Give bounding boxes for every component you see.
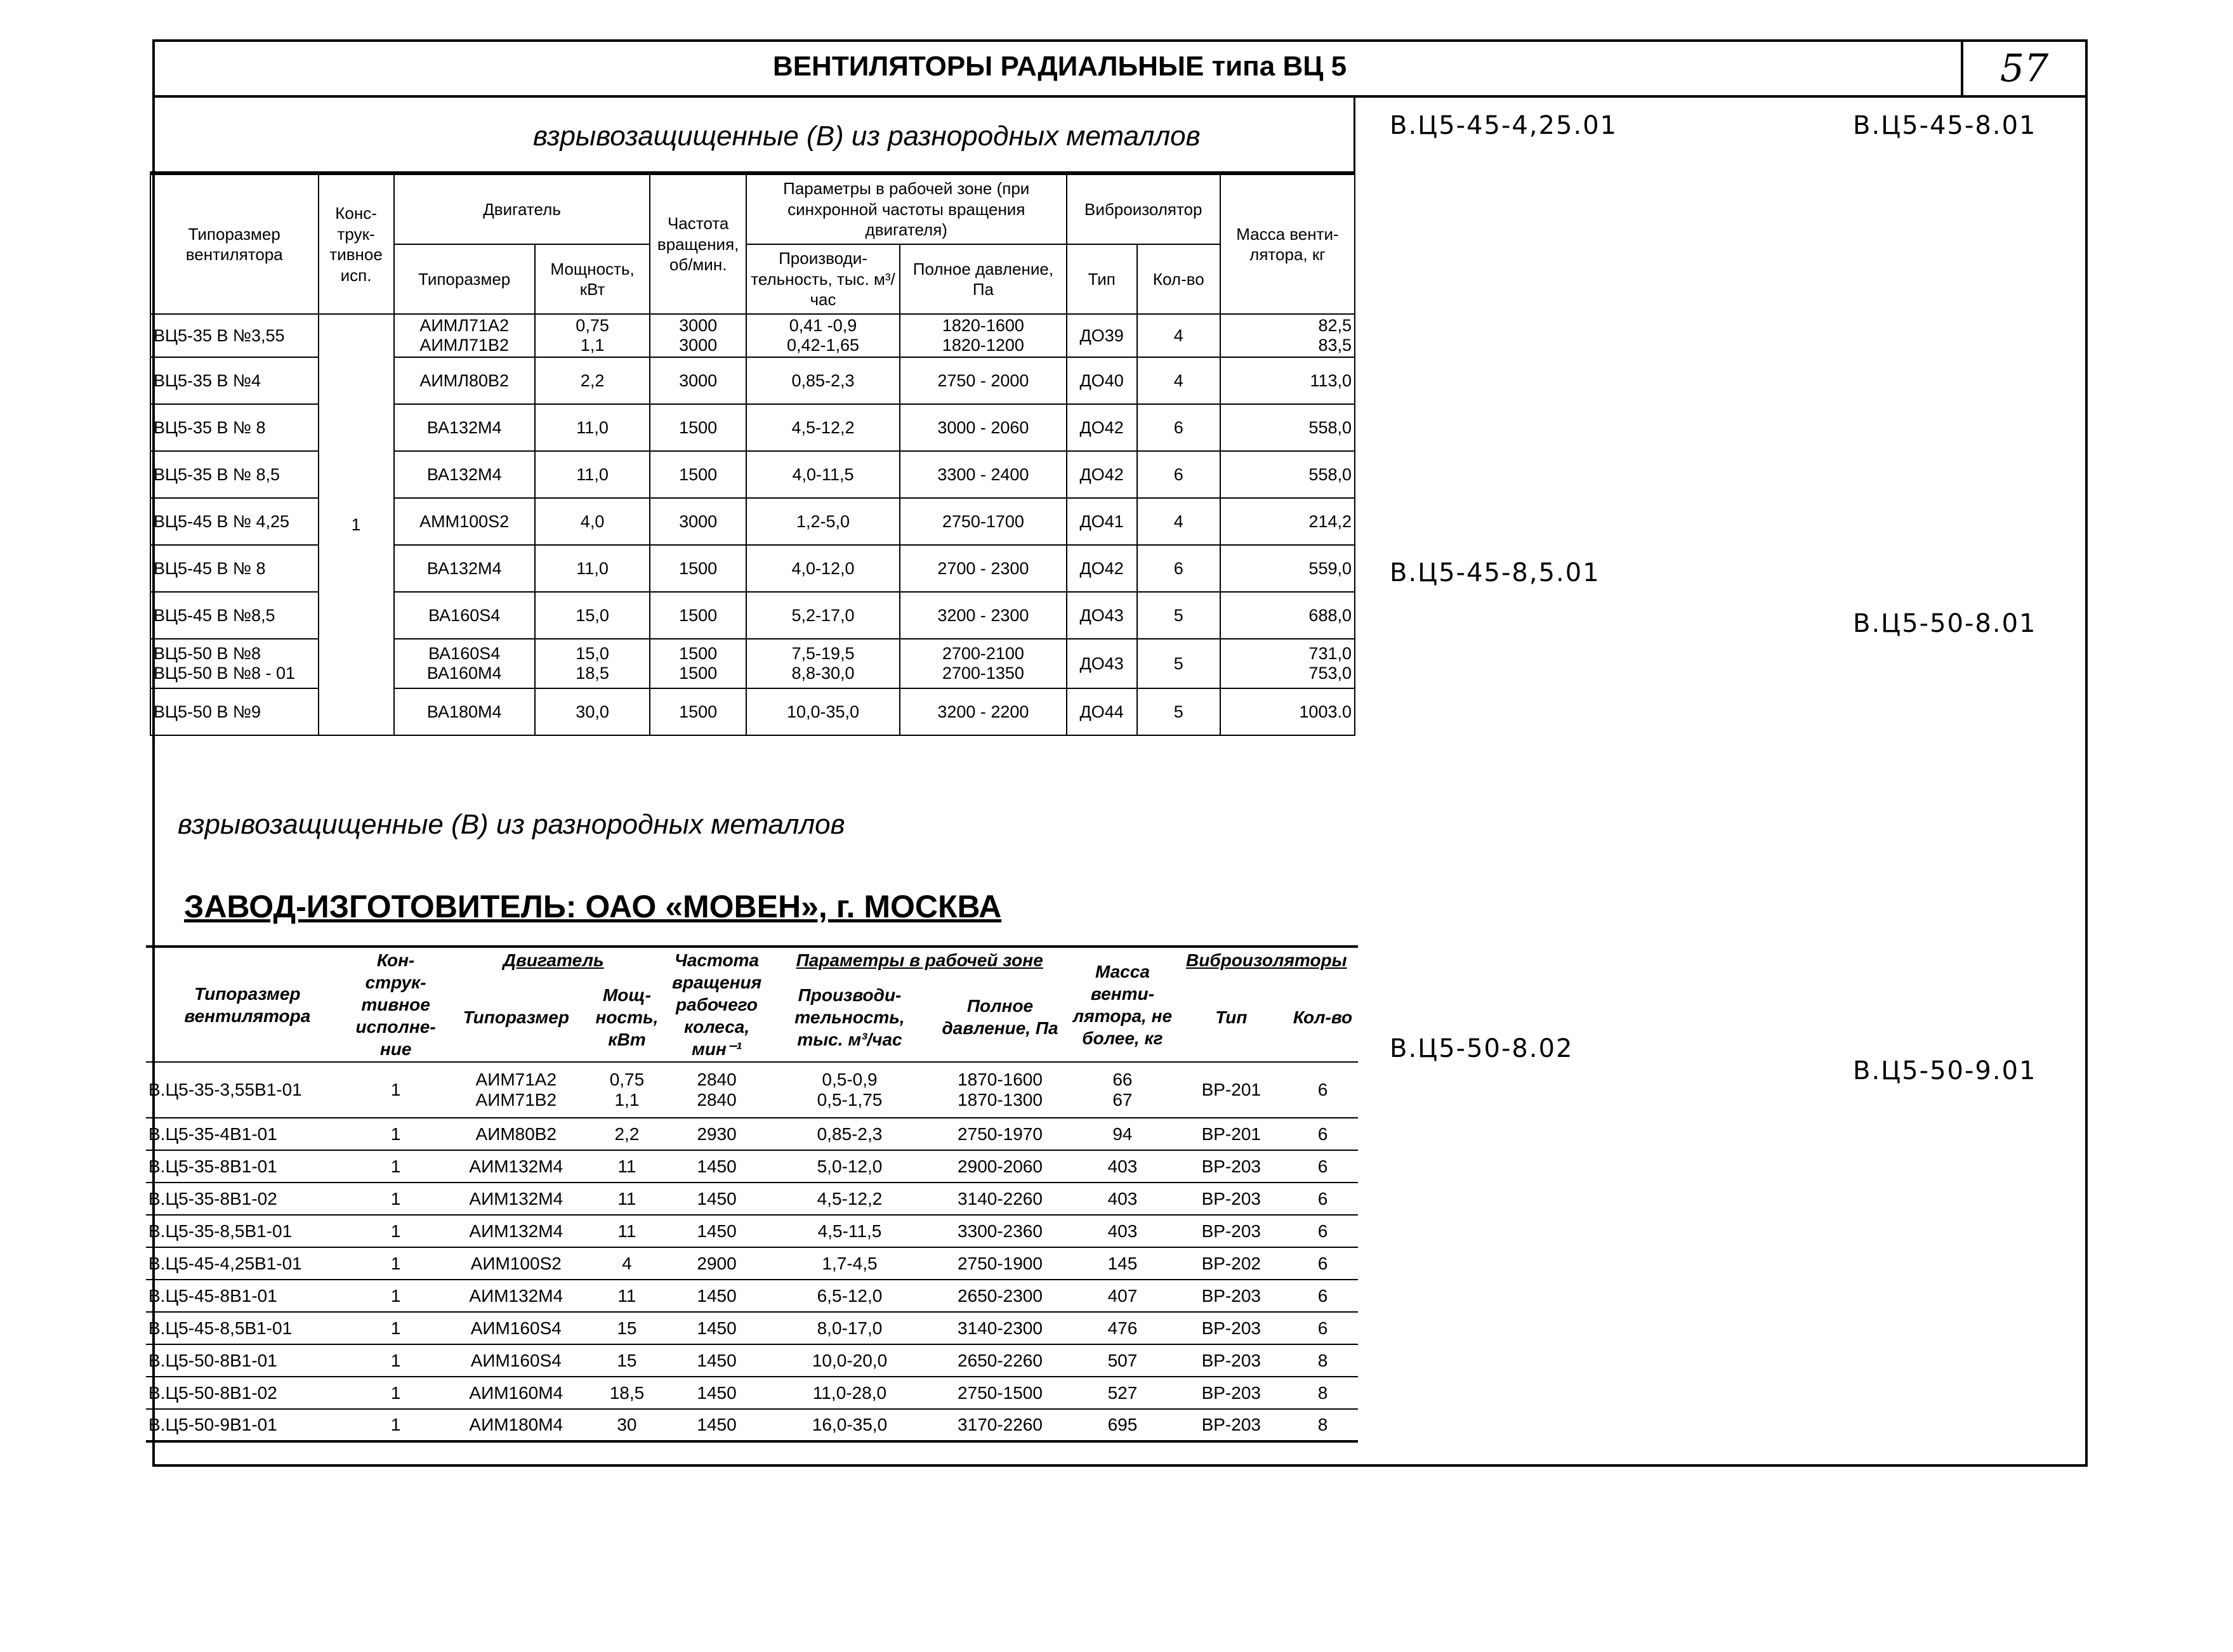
cell-capacity: 6,5-12,0 [769,1280,930,1312]
t1-h-rpm: Частота вращения, об/мин. [650,174,746,314]
cell-motor: АММ100S2 [394,498,535,545]
cell-qty: 6 [1288,1118,1358,1150]
cell-motor: ВА160S4 [394,592,535,639]
cell-c: 1 [349,1312,443,1344]
cell-mass: 214,2 [1220,498,1355,545]
cell-power: 11,0 [535,545,650,592]
chart-title: В.Ц5-50-8.01 [1853,609,2037,638]
cell-c: 1 [349,1183,443,1215]
cell-qty: 6 [1137,451,1220,498]
cell-motor: АИМ100S2 [443,1247,590,1280]
t2-h-iso-type: Тип [1215,1007,1248,1027]
cell-qty: 5 [1137,592,1220,639]
t2-h-motor: Двигатель [503,950,604,970]
table2-subtitle: взрывозащищенные (В) из разнородных металлов [178,809,845,840]
cell-power: 30,0 [535,688,650,735]
cell-capacity: 4,5-11,5 [769,1215,930,1247]
cell-capacity: 4,5-12,2 [746,404,900,451]
cell-iso: ВР-201 [1175,1062,1288,1118]
t1-h-iso-qty: Кол-во [1137,244,1220,314]
cell-pressure: 1820-1600 1820-1200 [900,314,1066,357]
cell-capacity: 0,85-2,3 [746,357,900,404]
cell-motor: АИМ80В2 [443,1118,590,1150]
cell-capacity: 5,0-12,0 [769,1150,930,1183]
cell-qty: 4 [1137,498,1220,545]
table-row [146,1150,1358,1183]
cell-power: 4,0 [535,498,650,545]
cell-iso: ВР-203 [1175,1344,1288,1377]
cell-power: 18,5 [590,1377,664,1409]
cell-size: ВЦ5-50 В №8 ВЦ5-50 В №8 - 01 [150,639,319,688]
table-row [146,1183,1358,1215]
cell-motor: АИМ132М4 [443,1280,590,1312]
cell-iso: ДО42 [1067,451,1137,498]
cell-size: ВЦ5-35 В № 8 [150,404,319,451]
t2-h-isolator: Виброизоляторы [1186,950,1347,970]
cell-c: 1 [349,1247,443,1280]
cell-size: В.Ц5-50-8В1-01 [146,1344,349,1377]
cell-rpm: 1500 [650,592,746,639]
cell-motor: АИМ160S4 [443,1344,590,1377]
cell-pressure: 2650-2260 [930,1344,1070,1377]
cell-capacity: 4,5-12,2 [769,1183,930,1215]
cell-mass: 527 [1070,1377,1175,1409]
cell-rpm: 1450 [664,1409,769,1441]
table-row [146,1118,1358,1150]
cell-iso: ДО44 [1067,688,1137,735]
cell-motor: АИМ132М4 [443,1150,590,1183]
table1-subtitle: взрывозащищенные (В) из разнородных металлов [533,121,1201,152]
table-row [146,1280,1358,1312]
table-row [146,1062,1358,1118]
cell-power: 15 [590,1312,664,1344]
cell-qty: 6 [1288,1312,1358,1344]
table-row [150,314,1355,357]
cell-pressure: 2750-1500 [930,1377,1070,1409]
t1-h-construction: Конс- трук- тивное исп. [319,174,394,314]
cell-c: 1 [349,1280,443,1312]
cell-c: 1 [349,1377,443,1409]
cell-c: 1 [349,1150,443,1183]
table-row [146,1312,1358,1344]
cell-pressure: 2750-1700 [900,498,1066,545]
page-title: ВЕНТИЛЯТОРЫ РАДИАЛЬНЫЕ типа ВЦ 5 [772,51,1347,82]
cell-power: 15,0 [535,592,650,639]
cell-qty: 5 [1137,639,1220,688]
cell-size: В.Ц5-45-8,5В1-01 [146,1312,349,1344]
cell-size: ВЦ5-45 В № 8 [150,545,319,592]
cell-c: 1 [349,1118,443,1150]
cell-pressure: 3170-2260 [930,1409,1070,1441]
cell-power: 15 [590,1344,664,1377]
cell-size: В.Ц5-50-9В1-01 [146,1409,349,1441]
cell-mass: 403 [1070,1150,1175,1183]
cell-rpm: 3000 3000 [650,314,746,357]
cell-power: 30 [590,1409,664,1441]
t1-h-power: Мощность, кВт [535,244,650,314]
cell-power: 11 [590,1150,664,1183]
cell-pressure: 2700 - 2300 [900,545,1066,592]
cell-iso: ДО43 [1067,639,1137,688]
cell-iso: ВР-202 [1175,1247,1288,1280]
t1-h-params: Параметры в рабочей зоне (при синхронной частоты вращения двигателя) [746,174,1067,244]
chart-title: В.Ц5-50-8.02 [1390,1034,1574,1063]
cell-rpm: 1450 [664,1183,769,1215]
cell-qty: 6 [1288,1280,1358,1312]
cell-capacity: 0,5-0,9 0,5-1,75 [769,1062,930,1118]
cell-iso: ДО41 [1067,498,1137,545]
cell-capacity: 10,0-20,0 [769,1344,930,1377]
cell-power: 0,75 1,1 [535,314,650,357]
cell-mass: 407 [1070,1280,1175,1312]
cell-capacity: 7,5-19,5 8,8-30,0 [746,639,900,688]
cell-pressure: 2750-1900 [930,1247,1070,1280]
cell-rpm: 1500 [650,688,746,735]
cell-c: 1 [349,1344,443,1377]
cell-power: 11 [590,1280,664,1312]
manufacturer: ЗАВОД-ИЗГОТОВИТЕЛЬ: ОАО «МОВЕН», г. МОСКВА [184,889,1002,924]
chart-title: В.Ц5-45-8,5.01 [1390,558,1600,587]
t2-h-motor-type: Типоразмер [463,1007,569,1027]
cell-size: В.Ц5-50-8В1-02 [146,1377,349,1409]
cell-mass: 403 [1070,1183,1175,1215]
cell-mass: 66 67 [1070,1062,1175,1118]
cell-qty: 4 [1137,314,1220,357]
cell-capacity: 1,2-5,0 [746,498,900,545]
cell-qty: 5 [1137,688,1220,735]
cell-mass: 145 [1070,1247,1175,1280]
cell-qty: 6 [1288,1150,1358,1183]
chart-title: В.Ц5-50-9.01 [1853,1056,2037,1085]
cell-qty: 6 [1288,1183,1358,1215]
cell-power: 0,75 1,1 [590,1062,664,1118]
cell-capacity: 4,0-11,5 [746,451,900,498]
cell-size: В.Ц5-35-8В1-02 [146,1183,349,1215]
table-row [146,1409,1358,1441]
cell-mass: 82,5 83,5 [1220,314,1355,357]
cell-qty: 4 [1137,357,1220,404]
cell-iso: ВР-203 [1175,1183,1288,1215]
cell-qty: 8 [1288,1377,1358,1409]
cell-mass: 731,0 753,0 [1220,639,1355,688]
cell-mass: 559,0 [1220,545,1355,592]
cell-pressure: 3000 - 2060 [900,404,1066,451]
cell-size: В.Ц5-35-8В1-01 [146,1150,349,1183]
cell-motor: АИМ132М4 [443,1215,590,1247]
t2-h-params: Параметры в рабочей зоне [796,950,1043,970]
cell-motor: АИМ132М4 [443,1183,590,1215]
t2-h-construction: Кон- струк- тивное исполне- ние [355,950,436,1059]
cell-rpm: 3000 [650,357,746,404]
cell-mass: 403 [1070,1215,1175,1247]
cell-mass: 113,0 [1220,357,1355,404]
cell-rpm: 1450 [664,1344,769,1377]
cell-pressure: 2750-1970 [930,1118,1070,1150]
cell-rpm: 1450 [664,1150,769,1183]
cell-rpm: 2840 2840 [664,1062,769,1118]
cell-motor: ВА132М4 [394,545,535,592]
cell-size: ВЦ5-35 В №4 [150,357,319,404]
cell-pressure: 1870-1600 1870-1300 [930,1062,1070,1118]
t2-h-power: Мощ- ность, кВт [595,985,659,1049]
cell-iso: ДО42 [1067,404,1137,451]
cell-size: ВЦ5-45 В № 4,25 [150,498,319,545]
page-number: 57 [1961,42,2085,95]
cell-motor: ВА132М4 [394,404,535,451]
cell-motor: ВА180М4 [394,688,535,735]
t1-h-motor-type: Типоразмер [394,244,535,314]
cell-power: 2,2 [535,357,650,404]
cell-qty: 6 [1288,1062,1358,1118]
t2-h-capacity: Производи- тельность, тыс. м³/час [794,985,905,1049]
cell-size: В.Ц5-35-3,55В1-01 [146,1062,349,1118]
cell-power: 11 [590,1183,664,1215]
cell-pressure: 3140-2260 [930,1183,1070,1215]
cell-size: ВЦ5-50 В №9 [150,688,319,735]
cell-qty: 6 [1288,1247,1358,1280]
table-row [146,1215,1358,1247]
cell-rpm: 1500 [650,451,746,498]
cell-motor: АИМЛ80В2 [394,357,535,404]
cell-rpm: 1450 [664,1377,769,1409]
cell-rpm: 1450 [664,1312,769,1344]
t1-h-pressure: Полное давление, Па [900,244,1066,314]
cell-rpm: 3000 [650,498,746,545]
cell-power: 11 [590,1215,664,1247]
cell-mass: 695 [1070,1409,1175,1441]
cell-rpm: 1500 [650,404,746,451]
cell-c: 1 [349,1215,443,1247]
cell-capacity: 5,2-17,0 [746,592,900,639]
chart-title: В.Ц5-45-8.01 [1853,111,2037,140]
cell-size: В.Ц5-45-8В1-01 [146,1280,349,1312]
cell-capacity: 0,41 -0,9 0,42-1,65 [746,314,900,357]
cell-c: 1 [349,1062,443,1118]
cell-iso: ВР-203 [1175,1215,1288,1247]
cell-size: В.Ц5-35-4В1-01 [146,1118,349,1150]
cell-c: 1 [349,1409,443,1441]
cell-qty: 8 [1288,1409,1358,1441]
cell-rpm: 1450 [664,1280,769,1312]
cell-power: 2,2 [590,1118,664,1150]
cell-capacity: 11,0-28,0 [769,1377,930,1409]
cell-iso: ДО39 [1067,314,1137,357]
cell-capacity: 1,7-4,5 [769,1247,930,1280]
cell-motor: ВА132М4 [394,451,535,498]
cell-size: В.Ц5-35-8,5В1-01 [146,1215,349,1247]
cell-capacity: 10,0-35,0 [746,688,900,735]
t1-h-iso-type: Тип [1067,244,1137,314]
cell-pressure: 2750 - 2000 [900,357,1066,404]
cell-power: 15,0 18,5 [535,639,650,688]
cell-rpm: 2900 [664,1247,769,1280]
cell-capacity: 4,0-12,0 [746,545,900,592]
cell-power: 11,0 [535,404,650,451]
cell-motor: АИМ71А2 АИМ71В2 [443,1062,590,1118]
table-row [146,1247,1358,1280]
cell-power: 4 [590,1247,664,1280]
cell-iso: ДО43 [1067,592,1137,639]
cell-motor: АИМ180М4 [443,1409,590,1441]
cell-iso: ДО42 [1067,545,1137,592]
cell-capacity: 16,0-35,0 [769,1409,930,1441]
cell-pressure: 2650-2300 [930,1280,1070,1312]
cell-rpm: 1450 [664,1215,769,1247]
table-row [146,1377,1358,1409]
cell-qty: 6 [1137,545,1220,592]
chart-title: В.Ц5-45-4,25.01 [1390,111,1618,140]
cell-pressure: 2900-2060 [930,1150,1070,1183]
cell-motor: АИМ160S4 [443,1312,590,1344]
cell-mass: 507 [1070,1344,1175,1377]
cell-size: ВЦ5-45 В №8,5 [150,592,319,639]
cell-iso: ДО40 [1067,357,1137,404]
cell-iso: ВР-203 [1175,1377,1288,1409]
cell-iso: ВР-203 [1175,1409,1288,1441]
cell-mass: 94 [1070,1118,1175,1150]
t2-h-iso-qty: Кол-во [1293,1007,1353,1027]
cell-mass: 558,0 [1220,451,1355,498]
cell-iso: ВР-203 [1175,1280,1288,1312]
t2-h-pressure: Полное давление, Па [942,996,1058,1038]
t2-h-size: Типоразмер вентилятора [184,983,311,1026]
cell-motor: ВА160S4 ВА160М4 [394,639,535,688]
cell-iso: ВР-201 [1175,1118,1288,1150]
cell-mass: 1003.0 [1220,688,1355,735]
cell-rpm: 1500 [650,545,746,592]
t2-h-rpm: Частота вращения рабочего колеса, мин⁻¹ [671,950,762,1059]
t1-h-capacity: Производи- тельность, тыс. м³/час [746,244,900,314]
cell-construction: 1 [319,314,394,735]
cell-qty: 6 [1288,1215,1358,1247]
cell-pressure: 3140-2300 [930,1312,1070,1344]
cell-qty: 8 [1288,1344,1358,1377]
table-row [146,1344,1358,1377]
cell-motor: АИМЛ71А2 АИМЛ71В2 [394,314,535,357]
t1-h-mass: Масса венти- лятора, кг [1220,174,1355,314]
cell-pressure: 3300 - 2400 [900,451,1066,498]
cell-capacity: 0,85-2,3 [769,1118,930,1150]
cell-mass: 476 [1070,1312,1175,1344]
t1-h-isolator: Виброизолятор [1067,174,1220,244]
t1-h-motor: Двигатель [394,174,650,244]
cell-capacity: 8,0-17,0 [769,1312,930,1344]
cell-mass: 688,0 [1220,592,1355,639]
table2 [146,945,1358,1443]
table1 [150,174,1355,736]
cell-power: 11,0 [535,451,650,498]
cell-rpm: 1500 1500 [650,639,746,688]
cell-iso: ВР-203 [1175,1150,1288,1183]
cell-pressure: 3200 - 2200 [900,688,1066,735]
t1-h-size: Типоразмер вентилятора [150,174,319,314]
cell-qty: 6 [1137,404,1220,451]
cell-pressure: 2700-2100 2700-1350 [900,639,1066,688]
cell-size: ВЦ5-35 В №3,55 [150,314,319,357]
t2-h-mass: Масса венти- лятора, не более, кг [1072,961,1173,1048]
cell-iso: ВР-203 [1175,1312,1288,1344]
cell-pressure: 3300-2360 [930,1215,1070,1247]
cell-pressure: 3200 - 2300 [900,592,1066,639]
cell-rpm: 2930 [664,1118,769,1150]
cell-size: В.Ц5-45-4,25В1-01 [146,1247,349,1280]
cell-mass: 558,0 [1220,404,1355,451]
cell-motor: АИМ160М4 [443,1377,590,1409]
cell-size: ВЦ5-35 В № 8,5 [150,451,319,498]
